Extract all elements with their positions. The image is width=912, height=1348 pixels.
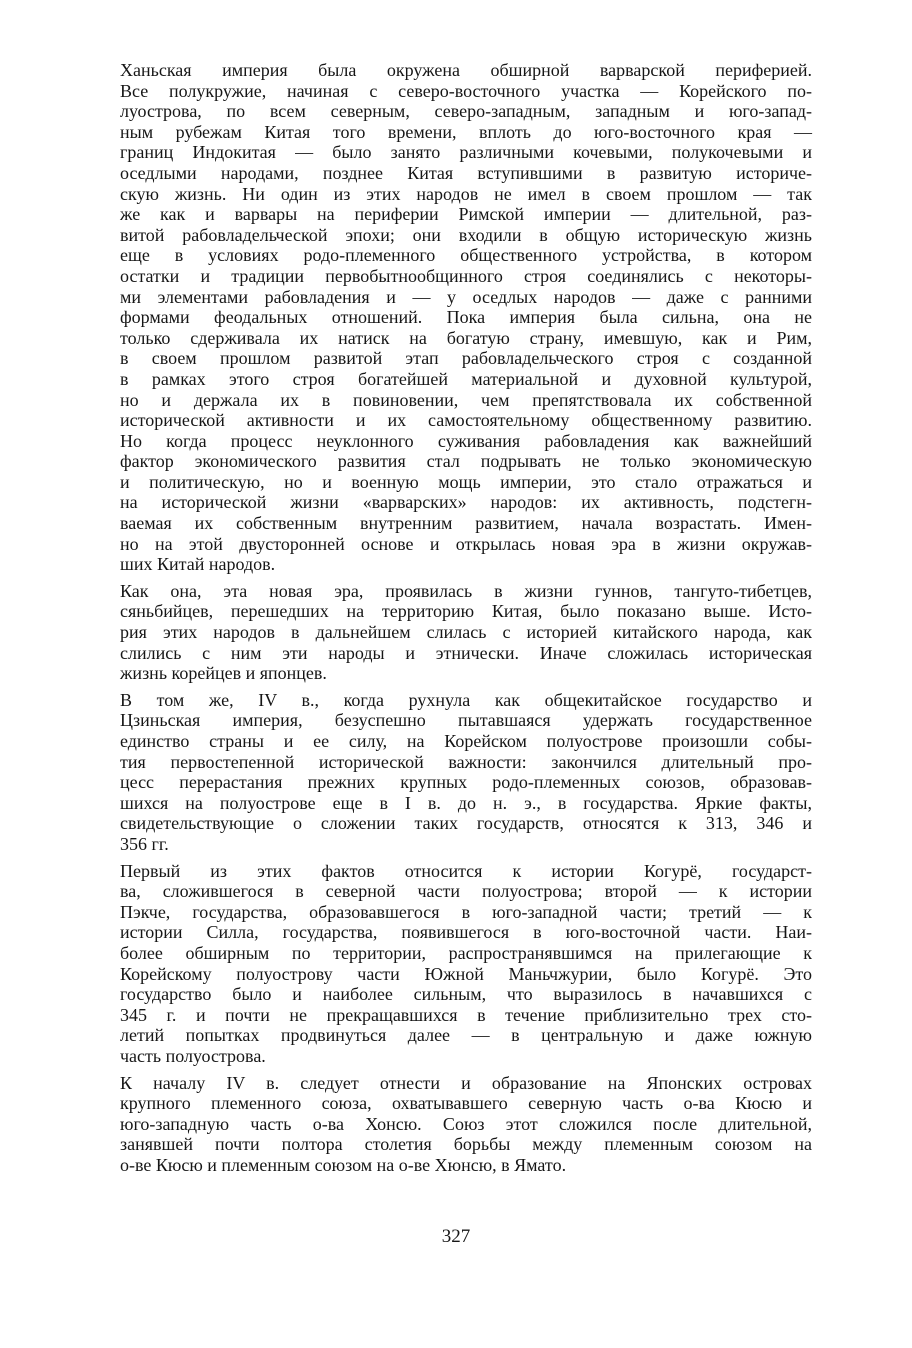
text-line: витой рабовладельческой эпохи; они входили в общую историческую жизнь bbox=[120, 224, 812, 245]
text-line: рия этих народов в дальнейшем слилась с историей китайского народа, как bbox=[120, 622, 812, 643]
text-line: остатки и традиции первобытнообщинного строя соединялись с некоторы- bbox=[120, 265, 812, 286]
text-line: К началу IV в. следует отнести и образование на Японских островах bbox=[120, 1072, 812, 1093]
text-line: крупного племенного союза, охватывавшего северную часть о-ва Кюсю и bbox=[120, 1093, 812, 1114]
text-line: Все полукружие, начиная с северо-восточного участка — Корейского по- bbox=[120, 80, 812, 101]
text-line: часть полуострова. bbox=[120, 1045, 266, 1066]
text-line: Цзиньская империя, безуспешно пытавшаяся удержать государственное bbox=[120, 710, 812, 731]
text-line: 356 гг. bbox=[120, 833, 169, 854]
text-line: единство страны и ее силу, на Корейском полуострове произошли собы- bbox=[120, 731, 812, 751]
paragraph bbox=[120, 1073, 812, 1176]
text-line: летий попытках продвинуться далее — в центральную и даже южную bbox=[120, 1025, 812, 1046]
text-line: скую жизнь. Ни один из этих народов не имел в своем прошлом — так bbox=[120, 183, 812, 204]
text-line: Как она, эта новая эра, проявилась в жизни гуннов, тангуто-тибетцев, bbox=[120, 580, 812, 601]
paragraph bbox=[120, 60, 812, 575]
text-line: Пэкче, государства, образовавшегося в юго-западной части; третий — к bbox=[120, 901, 812, 922]
paragraph bbox=[120, 581, 812, 684]
text-line: слились с ним эти народы и этнически. Иначе сложилась историческая bbox=[120, 642, 812, 663]
text-line: истории Силла, государства, появившегося в юго-восточной части. Наи- bbox=[120, 922, 812, 943]
text-line: В том же, IV в., когда рухнула как общекитайское государство и bbox=[120, 689, 812, 710]
text-line: жизнь корейцев и японцев. bbox=[120, 663, 327, 684]
text-line: 345 г. и почти не прекращавшихся в течение приблизительно трех сто- bbox=[120, 1004, 812, 1025]
text-line: цесс перерастания прежних крупных родо-племенных союзов, образовав- bbox=[120, 772, 812, 793]
text-line: государство было и наиболее сильным, что выразилось в начавшихся с bbox=[120, 984, 812, 1005]
text-line: и политическую, но и военную мощь империи, это стало отражаться и bbox=[120, 471, 812, 492]
text-line: только сдерживала их натиск на богатую страну, имевшую, как и Рим, bbox=[120, 327, 812, 348]
text-line: юго-западную часть о-ва Хонсю. Союз этот сложился после длительной, bbox=[120, 1113, 812, 1134]
text-line: луострова, по всем северным, северо-западным, западным и юго-запад- bbox=[120, 101, 812, 122]
text-line: ва, сложившегося в северной части полуострова; второй — к истории bbox=[120, 881, 812, 902]
text-line: шихся на полуострове еще в I в. до н. э., в государства. Яркие факты, bbox=[120, 792, 812, 813]
text-line: но и держала их в повиновении, чем препятствовала их собственной bbox=[120, 389, 812, 410]
page-number: 327 bbox=[441, 1226, 471, 1247]
text-line: еще в условиях родо-племенного общественного устройства, в котором bbox=[120, 245, 812, 266]
text-line: ваемая их собственным внутренним развитием, начала возрастать. Имен- bbox=[120, 513, 812, 534]
text-line: свидетельствующие о сложении таких государств, относятся к 313, 346 и bbox=[120, 813, 812, 834]
text-line: о-ве Кюсю и племенным союзом на о-ве Хюнсю, в Ямато. bbox=[120, 1154, 567, 1175]
text-line: оседлыми народами, позднее Китая вступившими в развитую историче- bbox=[120, 162, 812, 183]
paragraph bbox=[120, 861, 812, 1067]
text-line: ших Китай народов. bbox=[120, 554, 276, 575]
body-text bbox=[120, 60, 812, 1181]
text-line: тия первостепенной исторической важности: закончился длительный про- bbox=[120, 751, 812, 772]
text-line: Корейскому полуострову части Южной Маньчжурии, было Когурё. Это bbox=[120, 963, 812, 984]
text-line: Ханьская империя была окружена обширной варварской периферией. bbox=[120, 60, 812, 80]
text-line: на исторической жизни «варварских» народов: их активность, подстегн- bbox=[120, 492, 812, 513]
text-line: в рамках этого строя богатейшей материальной и духовной культурой, bbox=[120, 368, 812, 389]
text-line: границ Индокитая — было занято различными кочевыми, полукочевыми и bbox=[120, 142, 812, 163]
text-line: ми элементами рабовладения и — у оседлых народов — даже с ранними bbox=[120, 286, 812, 307]
text-line: Но когда процесс неуклонного суживания рабовладения как важнейший bbox=[120, 430, 812, 451]
text-line: же как и варвары на периферии Римской империи — длительной, раз- bbox=[120, 204, 812, 225]
text-line: более обширным по территории, распространявшимся на прилегающие к bbox=[120, 942, 812, 963]
text-line: исторической активности и их самостоятельному общественному развитию. bbox=[120, 410, 812, 431]
text-line: ным рубежам Китая того времени, вплоть до юго-восточного края — bbox=[120, 121, 812, 142]
text-line: сяньбийцев, перешедших на территорию Китая, было показано выше. Исто- bbox=[120, 601, 812, 622]
text-line: фактор экономического развития стал подрывать не только экономическую bbox=[120, 451, 812, 472]
text-line: занявшей почти полтора столетия борьбы между племенным союзом на bbox=[120, 1134, 812, 1155]
text-line: Первый из этих фактов относится к истории Когурё, государст- bbox=[120, 860, 812, 881]
text-line: но на этой двусторонней основе и открылась новая эра в жизни окружав- bbox=[120, 533, 812, 554]
paragraph bbox=[120, 690, 812, 855]
text-line: в своем прошлом развитой этап рабовладельческого строя с созданной bbox=[120, 348, 812, 369]
text-line: формами феодальных отношений. Пока империя была сильна, она не bbox=[120, 307, 812, 328]
